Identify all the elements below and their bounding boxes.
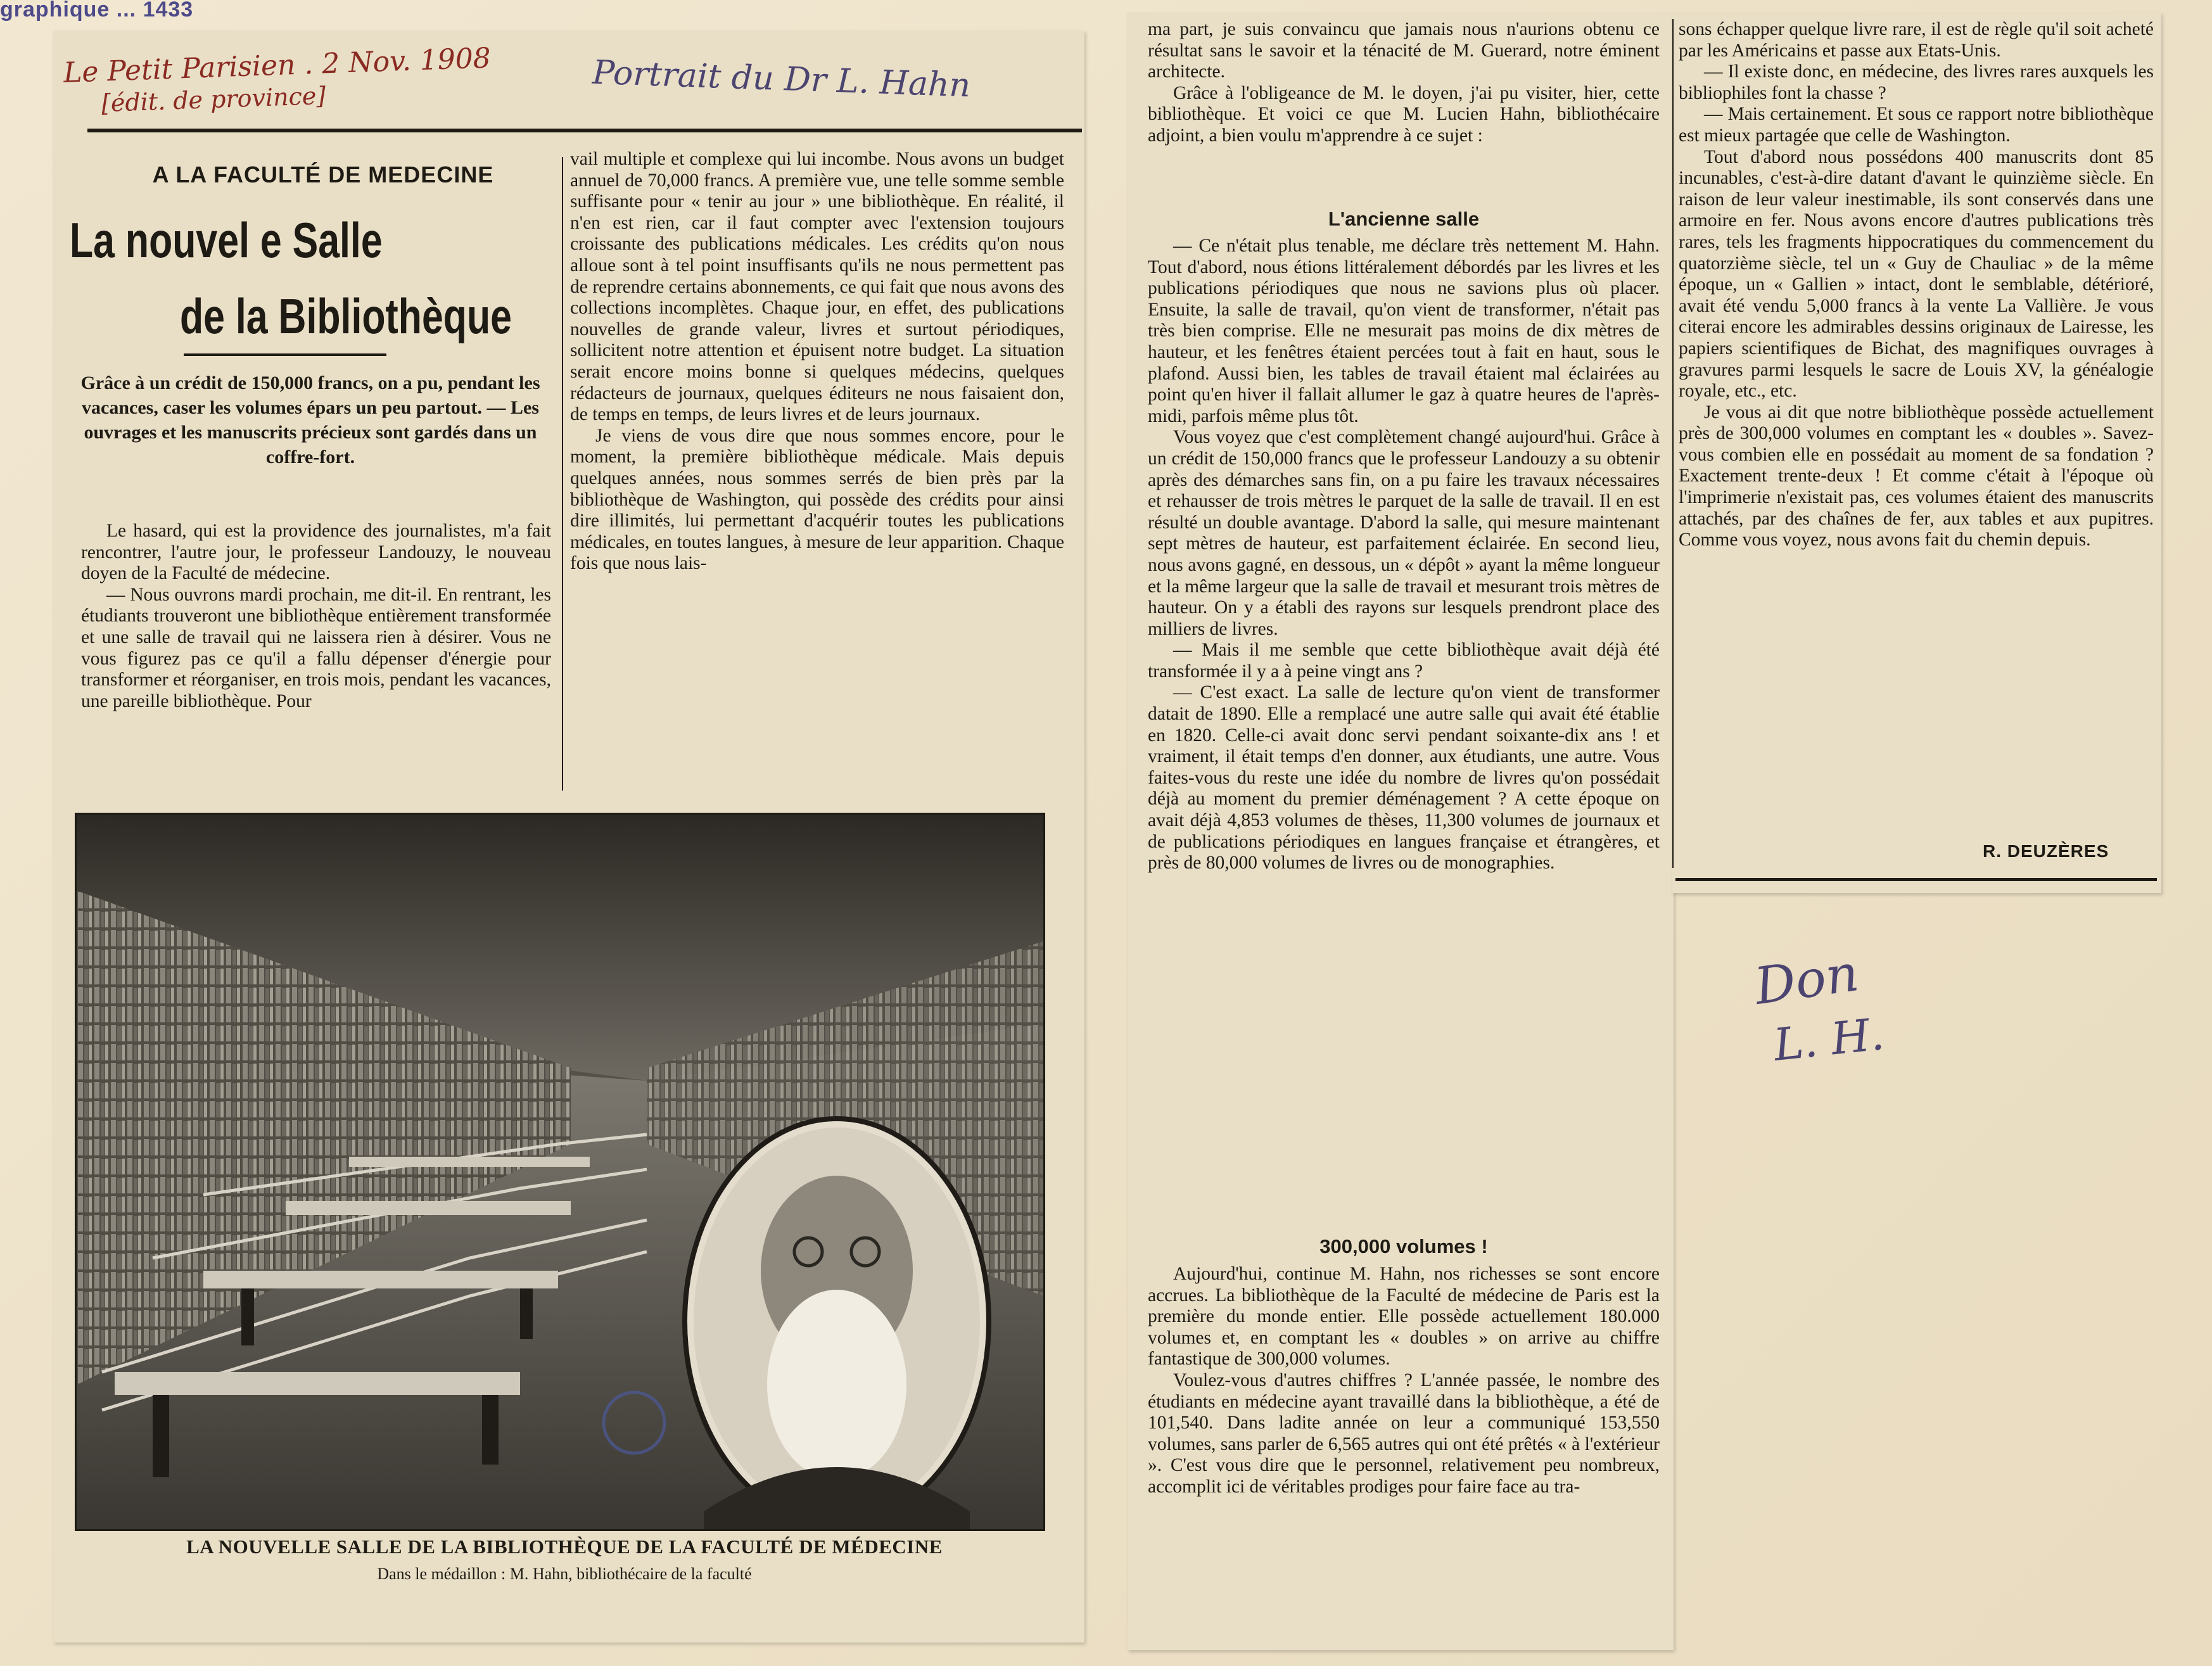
header-rule [87,129,1082,132]
handwritten-portrait-note: Portrait du Dr L. Hahn [592,53,972,105]
column-3-bottom [1148,1264,1660,1644]
paragraph: Aujourd'hui, continue M. Hahn, nos richesses se sont encore accrues. La bibliothèque de la Faculté de médecine de Paris est la première du monde entier. Elle possède actuellement 180.000 volumes et, en comptant les « doubles » on arrive au chiffre fantastique de 300,000 volumes. [1148,1264,1660,1370]
handwritten-initials: L. H. [1771,1008,1887,1071]
article-lead: Grâce à un crédit de 150,000 francs, on a pu, pendant les vacances, caser les volumes épars un peu partout. — Les ouvrages et les manuscrits précieux sont gardés dans un coffre-fort. [80,372,540,467]
paragraph: Je viens de vous dire que nous sommes encore, pour le moment, la première bibliothèque médicale. Mais depuis quelques années, nous sommes serrés de bien près par la bibliothèque de Washington, qui possède des crédits pour ainsi dire illimités, lui permettant d'acquérir toutes les publications médicales, en toutes langues, à mesure de leur apparition. Chaque fois que nous lais- [570,425,1064,574]
paragraph: Je vous ai dit que notre bibliothèque possède actuellement près de 300,000 volumes en comptant les « doubles ». Savez-vous combien elle en possédait au moment de sa fondation ? Exactement trente-deux ! Et comme c'était à l'époque où l'imprimerie n'existait pas, ces volumes étaient des manuscrits attachés, par des chaînes de fer, aux tables et aux pupitres. Comme vous voyez, nous avons fait du chemin depuis. [1679,402,2154,550]
archive-stamp: graphique ... 1433 [0,0,194,22]
photo-caption: LA NOUVELLE SALLE DE LA BIBLIOTHÈQUE DE LA FACULTÉ DE MÉDECINE [186,1536,943,1558]
paragraph: — Mais il me semble que cette bibliothèque avait déjà été transformée il y a à peine vingt ans ? [1148,640,1660,682]
lead-rule [184,353,386,356]
paragraph: ma part, je suis convaincu que jamais nous n'aurions obtenu ce résultat sans le savoir et la ténacité de M. Guerard, notre éminent architecte. [1148,19,1660,82]
handwritten-source: Le Petit Parisien . 2 Nov. 1908 [63,42,492,89]
subhead-300000-volumes: 300,000 volumes ! [1319,1235,1488,1257]
paragraph: — Nous ouvrons mardi prochain, me dit-il. En rentrant, les étudiants trouveront une bibliothèque entièrement transformée et une salle de travail qui ne laissera rien à désirer. Vous ne vous figurez pas ce qu'il a fallu dépenser d'énergie pour transformer et réorganiser, en trois mois, pendant les vacances, une pareille bibliothèque. Pour [81,584,551,711]
paragraph: vail multiple et complexe qui lui incombe. Nous avons un budget annuel de 70,000 francs. A première vue, une telle somme semble suffisante pour « tenir au jour » une bibliothèque. En réalité, il n'en est rien, car il faut compter avec l'extension toujours croissante des publications médicales. Les crédits qu'on nous alloue sont à tel point insuffisants qu'ils ne nous permettent pas de reprendre certains abonnements, ce qui fait que nous avons des collections incomplètes. Chaque jour, en effet, des publications nouvelles de grande valeur, livres et surtout périodiques, sollicitent notre attention et épuisent notre budget. La situation serait encore moins bonne si quelques médecins, quelques rédacteurs de journaux, quelques éditeurs ne nous faisaient don, de temps en temps, de leurs livres et de leurs journaux. [570,149,1064,425]
column-3-top [1148,19,1660,203]
column-1 [81,521,551,785]
article-kicker: A LA FACULTÉ DE MEDECINE [152,162,494,188]
article-signature: R. DEUZÈRES [1983,841,2109,861]
paragraph: Le hasard, qui est la providence des journalistes, m'a fait rencontrer, l'autre jour, le professeur Landouzy, le nouveau doyen de la Faculté de médecine. [81,521,551,584]
column-4 [1679,19,2154,830]
headline-line2: de la Bibliothèque [180,288,512,344]
paragraph: — Il existe donc, en médecine, des livres rares auxquels les bibliophiles font la chasse ? [1679,61,2154,103]
paragraph: — C'est exact. La salle de lecture qu'on vient de transformer datait de 1890. Elle a remplacé une autre salle qui avait été établie en 1820. Celle-ci avait donc servi pendant soixante-dix ans ! et vraiment, il était temps d'en donner, aux étudiants, une autre. Vous faites-vous du reste une idée du nombre de livres qu'on possédait déjà au moment du premier déménagement ? A cette époque on avait déjà 4,853 volumes de thèses, 11,300 volumes de journaux et de publications périodiques en langues française et étrangères, et près de 80,000 volumes de livres ou de monographies. [1148,682,1660,874]
paragraph: sons échapper quelque livre rare, il est de règle qu'il soit acheté par les Américains et passe aux Etats-Unis. [1679,19,2154,61]
column-2 [570,149,1064,795]
paragraph: Grâce à l'obligeance de M. le doyen, j'ai pu visiter, hier, cette bibliothèque. Et voici ce que M. Lucien Hahn, bibliothécaire adjoint, a bien voulu m'apprendre à ce sujet : [1148,82,1660,146]
photo-subcaption: Dans le médaillon : M. Hahn, bibliothécaire de la faculté [377,1565,752,1583]
end-rule [1675,878,2157,881]
paragraph: — Mais certainement. Et sous ce rapport notre bibliothèque est mieux partagée que celle de Washington. [1679,104,2154,146]
headline-line1: La nouvel e Salle [70,212,383,268]
subhead-ancienne-salle: L'ancienne salle [1328,208,1480,230]
column-divider [562,157,563,791]
column-3-middle [1148,236,1660,1224]
paragraph: — Ce n'était plus tenable, me déclare très nettement M. Hahn. Tout d'abord, nous étions littéralement débordés par les livres et les publications périodiques que nous ne savions plus où placer. Ensuite, la salle de travail, qu'on vient de transformer, n'était pas très bien comprise. Elle ne mesurait pas moins de dix mètres de hauteur, et les fenêtres étaient percées tout à fait en haut, sous le plafond. Aussi bien, les tables de travail étaient mal éclairées au point qu'en hiver il fallait allumer le gaz à quatre heures de l'après-midi, parfois même plus tôt. [1148,236,1660,426]
paragraph: Vous voyez que c'est complètement changé aujourd'hui. Grâce à un crédit de 150,000 francs que le professeur Landouzy a su obtenir après des démarches sans fin, on a pu faire les travaux nécessaires et rehausser de trois mètres le parquet de la salle de travail. Il en est résulté un double avantage. D'abord la salle, qui mesure maintenant sept mètres de hauteur, est parfaitement éclairée. En second lieu, nous avons gagné, en dessous, un « dépôt » ayant la même longueur et la même largeur que la salle de travail et mesurant trois mètres de hauteur. On y a établi des rayons sur lesquels prendront place des milliers de livres. [1148,427,1660,639]
handwritten-don: Don [1751,943,1862,1016]
paragraph: Voulez-vous d'autres chiffres ? L'année passée, le nombre des étudiants en médecine ayant travaillé dans la bibliothèque, a été de 101,540. Dans ladite année on leur a communiqué 153,550 volumes, sans parler de 6,565 autres qui ont été prêtés « à l'extérieur ». C'est vous dire que le personnel, relativement peu nombreux, accomplit ici de véritables prodiges pour faire face au tra- [1148,1370,1660,1497]
library-hall-illustration [77,815,1043,1529]
column-divider [1672,19,1674,868]
library-photo [75,813,1045,1531]
handwritten-edition: [édit. de province] [101,81,326,118]
paragraph: Tout d'abord nous possédons 400 manuscrits dont 85 incunables, c'est-à-dire datant d'avant le quinzième siècle. En raison de leur valeur inestimable, ils sont conservés dans une armoire en fer. Nous avons encore d'autres publications très rares, tels les fragments hippocratiques du commencement du quatorzième siècle, tel un « Guy de Chauliac » de la même époque, un « Gallien » intact, dont le semblable, détérioré, avait été vendu 5,000 francs à la vente La Vallière. Je vous citerai encore les admirables dessins originaux de Lairesse, les papiers scientifiques de Bichat, des magnifiques ouvrages à gravures parmi lesquels le sacre de Louis XV, la généalogie royale, etc., etc. [1679,146,2154,402]
